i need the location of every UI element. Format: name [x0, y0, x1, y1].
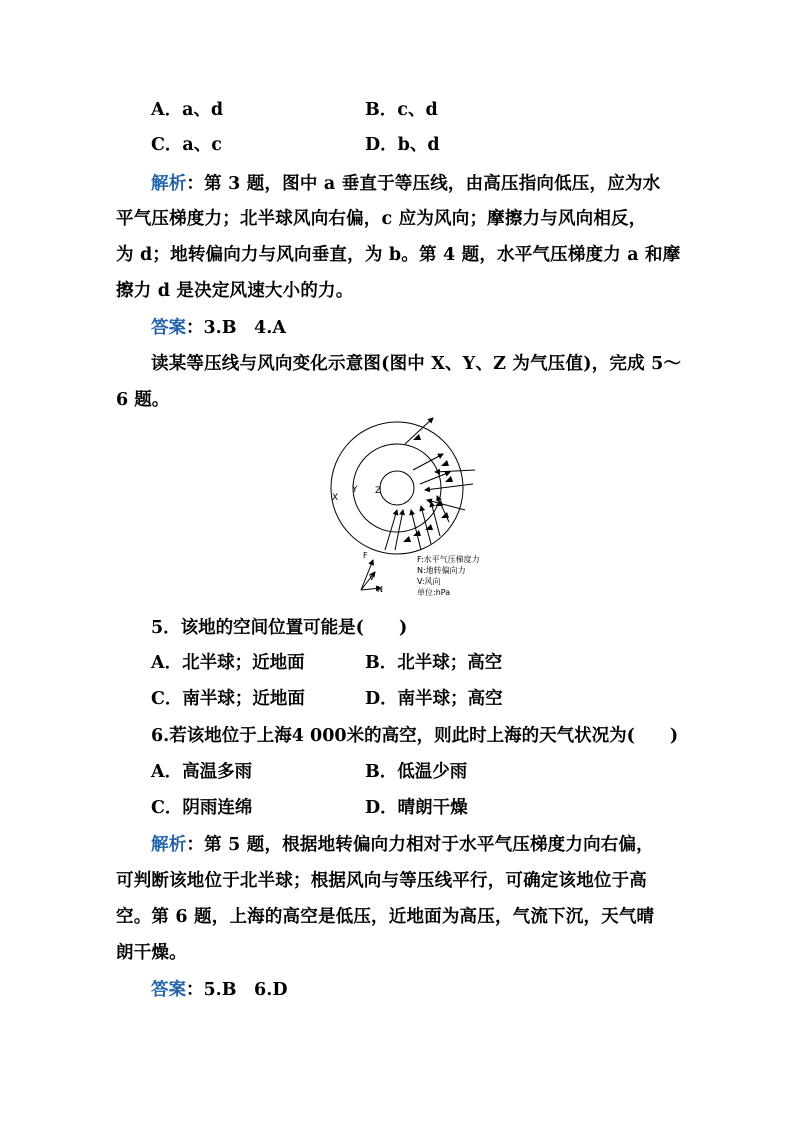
q5-option-d: D．南半球；高空 [365, 689, 503, 709]
analysis1-line3: 为 d；地转偏向力与风向垂直，为 b。第 4 题，水平气压梯度力 a 和摩 [116, 245, 681, 265]
q6-stem: 6.若该地位于上海4 000米的高空，则此时上海的天气状况为( ) [151, 726, 679, 746]
q6-option-d: D．晴朗干燥 [365, 798, 468, 818]
label-z: Z [375, 486, 382, 496]
label-v: V [369, 573, 375, 582]
analysis1-line1: 解析：第 3 题，图中 a 垂直于等压线，由高压指向低压，应为水 [151, 174, 661, 194]
answer1: 答案：3.B 4.A [151, 318, 286, 338]
q6-option-c: C．阴雨连绵 [151, 798, 253, 818]
answer1-label: 答案 [151, 318, 186, 338]
q5-stem: 5．该地的空间位置可能是( ) [151, 618, 408, 638]
analysis2-line4: 朗干燥。 [116, 943, 187, 963]
isobar-z [380, 471, 414, 505]
option-c: C．a、c [151, 135, 222, 155]
wind-arrow-heads [403, 434, 453, 542]
answer2: 答案：5.B 6.D [151, 980, 288, 1000]
q5-option-a: A．北半球；近地面 [151, 653, 305, 673]
q5-option-c: C．南半球；近地面 [151, 689, 305, 709]
legend-f: F:水平气压梯度力 [417, 555, 480, 564]
analysis2-line3: 空。第 6 题，上海的高空是低压，近地面为高压，气流下沉，天气晴 [116, 907, 655, 927]
analysis1-label: 解析 [151, 174, 187, 194]
isobar-wind-diagram [325, 410, 515, 605]
legend-unit: 单位:hPa [417, 588, 451, 597]
label-f: F [363, 551, 368, 560]
analysis2-label: 解析 [151, 835, 187, 855]
q6-option-a: A．高温多雨 [151, 762, 253, 782]
label-y: Y [352, 485, 358, 495]
analysis2-line1: 解析：第 5 题，根据地转偏向力相对于水平气压梯度力向右偏， [151, 835, 654, 855]
label-x: X [332, 493, 339, 503]
answer2-label: 答案 [151, 980, 186, 1000]
analysis1-line4: 擦力 d 是决定风速大小的力。 [116, 281, 354, 301]
label-n: N [377, 585, 383, 594]
analysis2-line2: 可判断该地位于北半球；根据风向与等压线平行，可确定该地位于高 [116, 871, 647, 891]
intro-line1: 读某等压线与风向变化示意图(图中 X、Y、Z 为气压值)，完成 5～ [151, 354, 682, 374]
intro-line2: 6 题。 [116, 390, 170, 410]
option-b: B．c、d [365, 100, 438, 120]
q5-option-b: B．北半球；高空 [365, 653, 503, 673]
legend-n: N:地转偏向力 [417, 566, 466, 575]
option-a: A．a、d [151, 100, 224, 120]
analysis1-line2: 平气压梯度力；北半球风向右偏，c 应为风向；摩擦力与风向相反， [116, 209, 647, 229]
legend-v: V:风向 [417, 577, 441, 586]
option-d: D．b、d [365, 135, 440, 155]
wind-arrows [385, 418, 475, 550]
q6-option-b: B．低温少雨 [365, 762, 468, 782]
isobar-y [353, 444, 441, 532]
